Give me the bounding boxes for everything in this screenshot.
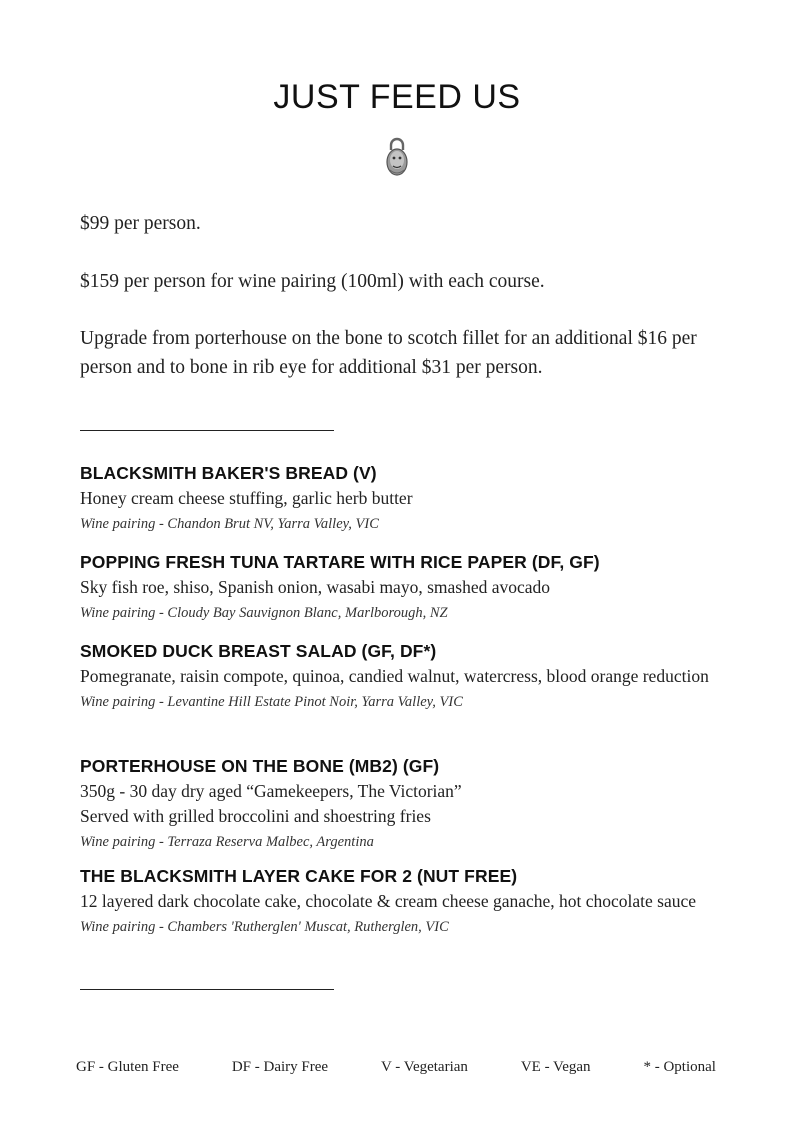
divider (80, 430, 334, 431)
wine-pairing-text: $159 per person for wine pairing (100ml) with each course. (80, 271, 545, 292)
course-description: Sky fish roe, shiso, Spanish onion, wasabi mayo, smashed avocado (80, 577, 551, 597)
course-item (80, 755, 717, 853)
price-text: $99 per person. (80, 213, 201, 234)
legend-vegetarian: V - Vegetarian (380, 1059, 468, 1075)
course-wine-pairing: Wine pairing - Terraza Reserva Malbec, Argentina (80, 834, 374, 850)
course-description: Honey cream cheese stuffing, garlic herb butter (80, 488, 413, 508)
course-item (80, 865, 717, 938)
course-description: 350g - 30 day dry aged “Gamekeepers, The Victorian” Served with grilled broccolini and shoestring fries (80, 781, 462, 826)
course-item (80, 462, 717, 535)
course-wine-pairing: Wine pairing - Chambers 'Rutherglen' Muscat, Rutherglen, VIC (80, 919, 449, 935)
course-wine-pairing: Wine pairing - Cloudy Bay Sauvignon Blanc, Marlborough, NZ (80, 605, 448, 621)
legend-gluten-free: GF - Gluten Free (76, 1059, 179, 1075)
dietary-legend (76, 1059, 716, 1076)
divider (80, 989, 334, 990)
course-title: BLACKSMITH BAKER'S BREAD (V) (80, 463, 377, 483)
padlock-face-icon (385, 136, 409, 178)
legend-vegan: VE - Vegan (520, 1059, 591, 1075)
course-title: PORTERHOUSE ON THE BONE (MB2) (GF) (80, 756, 440, 776)
page-title: JUST FEED US (273, 78, 521, 116)
course-description: Pomegranate, raisin compote, quinoa, candied walnut, watercress, blood orange reduction (80, 666, 709, 686)
course-title: THE BLACKSMITH LAYER CAKE FOR 2 (NUT FREE) (80, 866, 518, 886)
course-wine-pairing: Wine pairing - Chandon Brut NV, Yarra Valley, VIC (80, 516, 379, 532)
course-item (80, 551, 717, 624)
course-description: 12 layered dark chocolate cake, chocolate & cream cheese ganache, hot chocolate sauce (80, 891, 697, 911)
course-wine-pairing: Wine pairing - Levantine Hill Estate Pinot Noir, Yarra Valley, VIC (80, 694, 463, 710)
legend-dairy-free: DF - Dairy Free (231, 1059, 329, 1075)
course-title: POPPING FRESH TUNA TARTARE WITH RICE PAPER (DF, GF) (80, 552, 600, 572)
upgrade-text: Upgrade from porterhouse on the bone to scotch fillet for an additional $16 per person and to bone in rib eye for additional $31 per person. (80, 328, 697, 378)
course-item (80, 640, 717, 713)
course-title: SMOKED DUCK BREAST SALAD (GF, DF*) (80, 641, 437, 661)
legend-optional: * - Optional (643, 1059, 716, 1075)
